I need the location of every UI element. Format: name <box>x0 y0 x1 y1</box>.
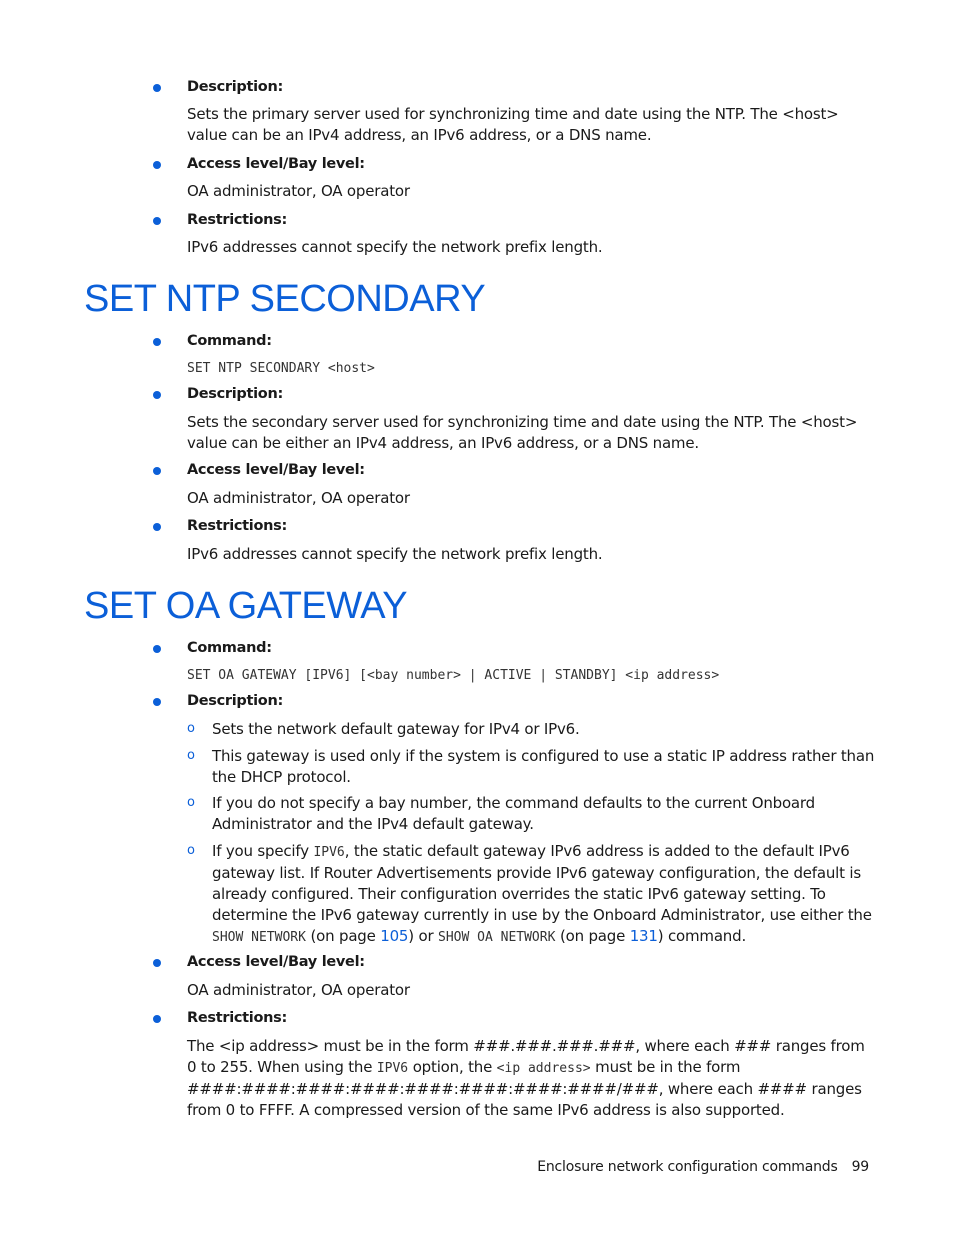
code-show-oa-network: SHOW OA NETWORK <box>438 930 556 945</box>
bullet-icon <box>153 391 161 399</box>
bullet-icon <box>153 467 161 475</box>
access-text: OA administrator, OA operator <box>187 182 410 200</box>
code-show-network: SHOW NETWORK <box>212 930 306 945</box>
bullet-icon <box>153 698 161 706</box>
bullet-icon <box>153 338 161 346</box>
command-text: SET NTP SECONDARY <host> <box>187 361 375 376</box>
description-label: Description: <box>187 386 283 402</box>
access-text: OA administrator, OA operator <box>187 981 410 999</box>
sub-bullet-icon: o <box>187 721 195 736</box>
restrictions-text: The <ip address> must be in the form ###.###.###.###, where each ### ranges from 0 to 255. When using the IPV6 option, the <ip address> must be in the form ####:####:####:####:####:####:####:####/###, where each #### ranges from 0 to FFFF. A compressed version of the same IPv6 address is also supported. <box>187 1037 865 1119</box>
code-ip-address: <ip address> <box>496 1061 591 1076</box>
restrictions-label: Restrictions: <box>187 518 287 534</box>
restrictions-text: IPv6 addresses cannot specify the network prefix length. <box>187 545 603 563</box>
command-text: SET OA GATEWAY [IPV6] [<bay number> | ACTIVE | STANDBY] <ip address> <box>187 668 720 683</box>
sub-bullet-icon: o <box>187 748 195 763</box>
access-text: OA administrator, OA operator <box>187 489 410 507</box>
page-link-105[interactable]: 105 <box>380 927 409 945</box>
bullet-icon <box>153 1015 161 1023</box>
access-label: Access level/Bay level: <box>187 954 365 970</box>
access-label: Access level/Bay level: <box>187 462 365 478</box>
restrictions-text: IPv6 addresses cannot specify the network prefix length. <box>187 238 603 256</box>
section-title-ntp-secondary: SET NTP SECONDARY <box>84 278 486 320</box>
bullet-icon <box>153 217 161 225</box>
access-label: Access level/Bay level: <box>187 156 365 172</box>
restrictions-label: Restrictions: <box>187 1010 287 1026</box>
description-label: Description: <box>187 693 283 709</box>
description-text: Sets the secondary server used for synchronizing time and date using the NTP. The <host> value can be either an IPv4 address, an IPv6 address, or a DNS name. <box>187 413 858 452</box>
description-item: If you do not specify a bay number, the command defaults to the current Onboard Administrator and the IPv4 default gateway. <box>212 794 815 833</box>
command-label: Command: <box>187 640 272 656</box>
code-ipv6: IPV6 <box>376 1061 409 1076</box>
bullet-icon <box>153 645 161 653</box>
description-label: Description: <box>187 79 283 95</box>
description-item: This gateway is used only if the system is configured to use a static IP address rather than the DHCP protocol. <box>212 747 875 786</box>
description-item: If you specify IPV6, the static default gateway IPv6 address is added to the default IPv6 gateway list. If Router Advertisements provide IPv6 gateway configuration, the default is already configured. Their configuration overrides the static IPv6 gateway setting. To determine the IPv6 gateway currently in use by the Onboard Administrator, use either the SHOW NETWORK (on page 105) or SHOW OA NETWORK (on page 131) command. <box>212 842 872 945</box>
command-label: Command: <box>187 333 272 349</box>
description-item: Sets the network default gateway for IPv4 or IPv6. <box>212 720 580 738</box>
page-link-131[interactable]: 131 <box>629 927 658 945</box>
bullet-icon <box>153 161 161 169</box>
restrictions-label: Restrictions: <box>187 212 287 228</box>
sub-bullet-icon: o <box>187 795 195 810</box>
description-text: Sets the primary server used for synchronizing time and date using the NTP. The <host> value can be an IPv4 address, an IPv6 address, or a DNS name. <box>187 105 839 144</box>
bullet-icon <box>153 84 161 92</box>
code-ipv6: IPV6 <box>313 845 345 860</box>
bullet-icon <box>153 523 161 531</box>
page-footer <box>537 1159 869 1175</box>
sub-bullet-icon: o <box>187 843 195 858</box>
footer-section-title: Enclosure network configuration commands <box>537 1159 838 1175</box>
section-title-oa-gateway: SET OA GATEWAY <box>84 585 408 627</box>
bullet-icon <box>153 959 161 967</box>
page-number: 99 <box>851 1159 869 1175</box>
